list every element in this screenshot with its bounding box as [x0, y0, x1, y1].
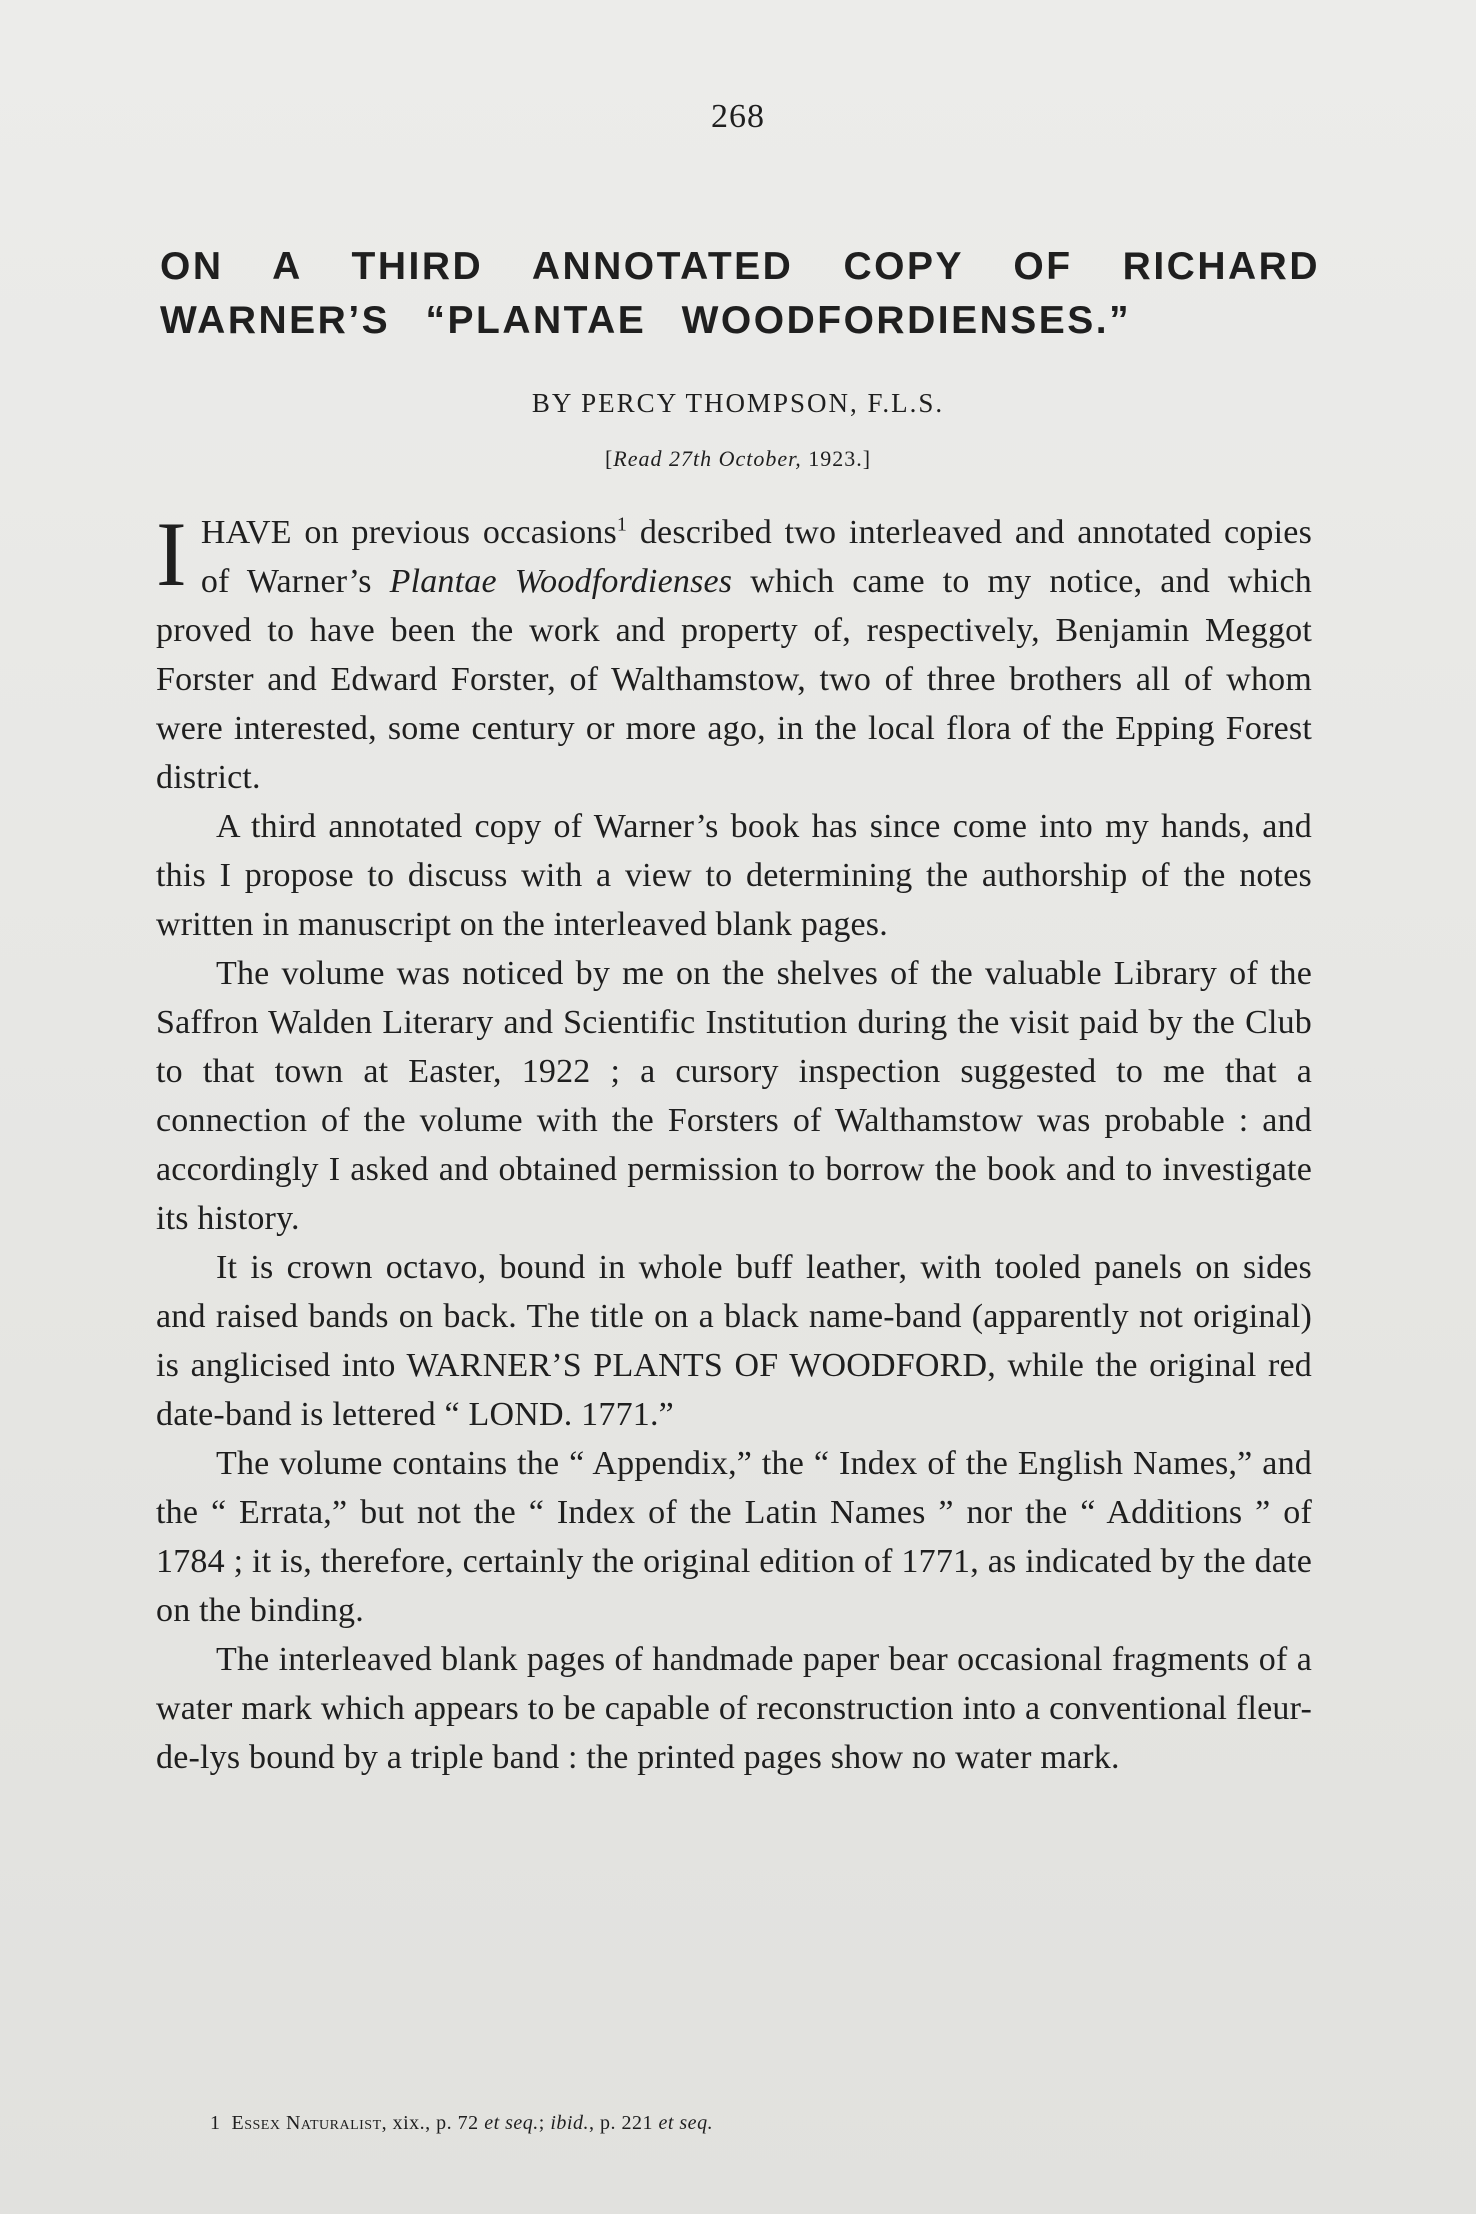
footnote-et-seq-1: et seq.: [484, 2112, 539, 2134]
paragraph-3: The volume was noticed by me on the shelves of the valuable Library of the Saffron Walden Literary and Scientific Institution during the visit paid by the Club to that town at Easter, 1922 ; a cursory inspection suggested to me that a connection of the volume with the Forsters of Walthamstow was probable : and accordingly I asked and obtained permission to borrow the book and to investigate its history.: [156, 955, 1312, 1237]
paragraph-1-lead: HAVE: [200, 514, 292, 551]
read-date-note: [0, 446, 1476, 472]
title-line-2: WARNER’S “PLANTAE WOODFORDIENSES.”: [160, 299, 1132, 342]
read-note-rest: 1923.]: [801, 446, 872, 471]
paragraph-2: A third annotated copy of Warner’s book has since come into my hands, and this I propose to discuss with a view to determining the authorship of the notes written in manuscript on the interleaved blank pages.: [156, 808, 1312, 943]
title-line-1: ON A THIRD ANNOTATED COPY OF RICHARD: [160, 245, 1320, 288]
page-number: 268: [711, 98, 765, 135]
paragraph-5: The volume contains the “ Appendix,” the “ Index of the English Names,” and the “ Errata,” but not the “ Index of the Latin Names ” nor the “ Additions ” of 1784 ; it is, therefore, certainly the original edition of 1771, as indicated by the date on the binding.: [156, 1445, 1312, 1629]
footnote-ibid: ibid.: [550, 2112, 589, 2134]
footnote-reference: 1: [616, 513, 628, 536]
footnote: [210, 2112, 1310, 2135]
drop-cap: I: [156, 503, 187, 605]
paragraph-1-text-b: described two interleaved and annotated copies of Warner’s: [200, 514, 1312, 600]
footnote-et-seq-2: et seq.: [658, 2112, 714, 2134]
book-title-italic: Plantae Woodfordienses: [389, 563, 733, 600]
article-body: [156, 503, 1312, 1782]
footnote-separator: ;: [538, 2112, 551, 2134]
footnote-page-2: , p. 221: [588, 2112, 659, 2134]
footnote-mark: 1: [210, 2112, 221, 2134]
paragraph-1-text-a: on previous occasions: [291, 514, 617, 551]
paragraph-4: It is crown octavo, bound in whole buff leather, with tooled panels on sides and raised bands on back. The title on a black name-band (apparently not original) is anglicised into WARNER’S PLANTS OF WOODFORD, while the original red date-band is lettered “ LOND. 1771.”: [156, 1249, 1312, 1433]
footnote-volume: , xix., p. 72: [381, 2112, 485, 2134]
article-title: [160, 240, 1320, 348]
read-note-open: [: [604, 446, 614, 471]
footnote-source: Essex Naturalist: [231, 2112, 382, 2134]
author-byline: BY PERCY THOMPSON, F.L.S.: [531, 388, 945, 418]
paragraph-6: The interleaved blank pages of handmade paper bear occasional fragments of a water mark which appears to be capable of reconstruction into a conventional fleur-de-lys bound by a triple band : the printed pages show no water mark.: [156, 1641, 1312, 1776]
paragraph-1: [156, 503, 1312, 802]
read-note-italic: Read 27th October,: [613, 446, 802, 471]
paragraph-1-text-c: which came to my notice, and which proved to have been the work and property of, respectively, Benjamin Meggot Forster and Edward Forster, of Walthamstow, two of three brothers all of whom were interested, some century or more ago, in the local flora of the Epping Forest district.: [156, 563, 1312, 796]
